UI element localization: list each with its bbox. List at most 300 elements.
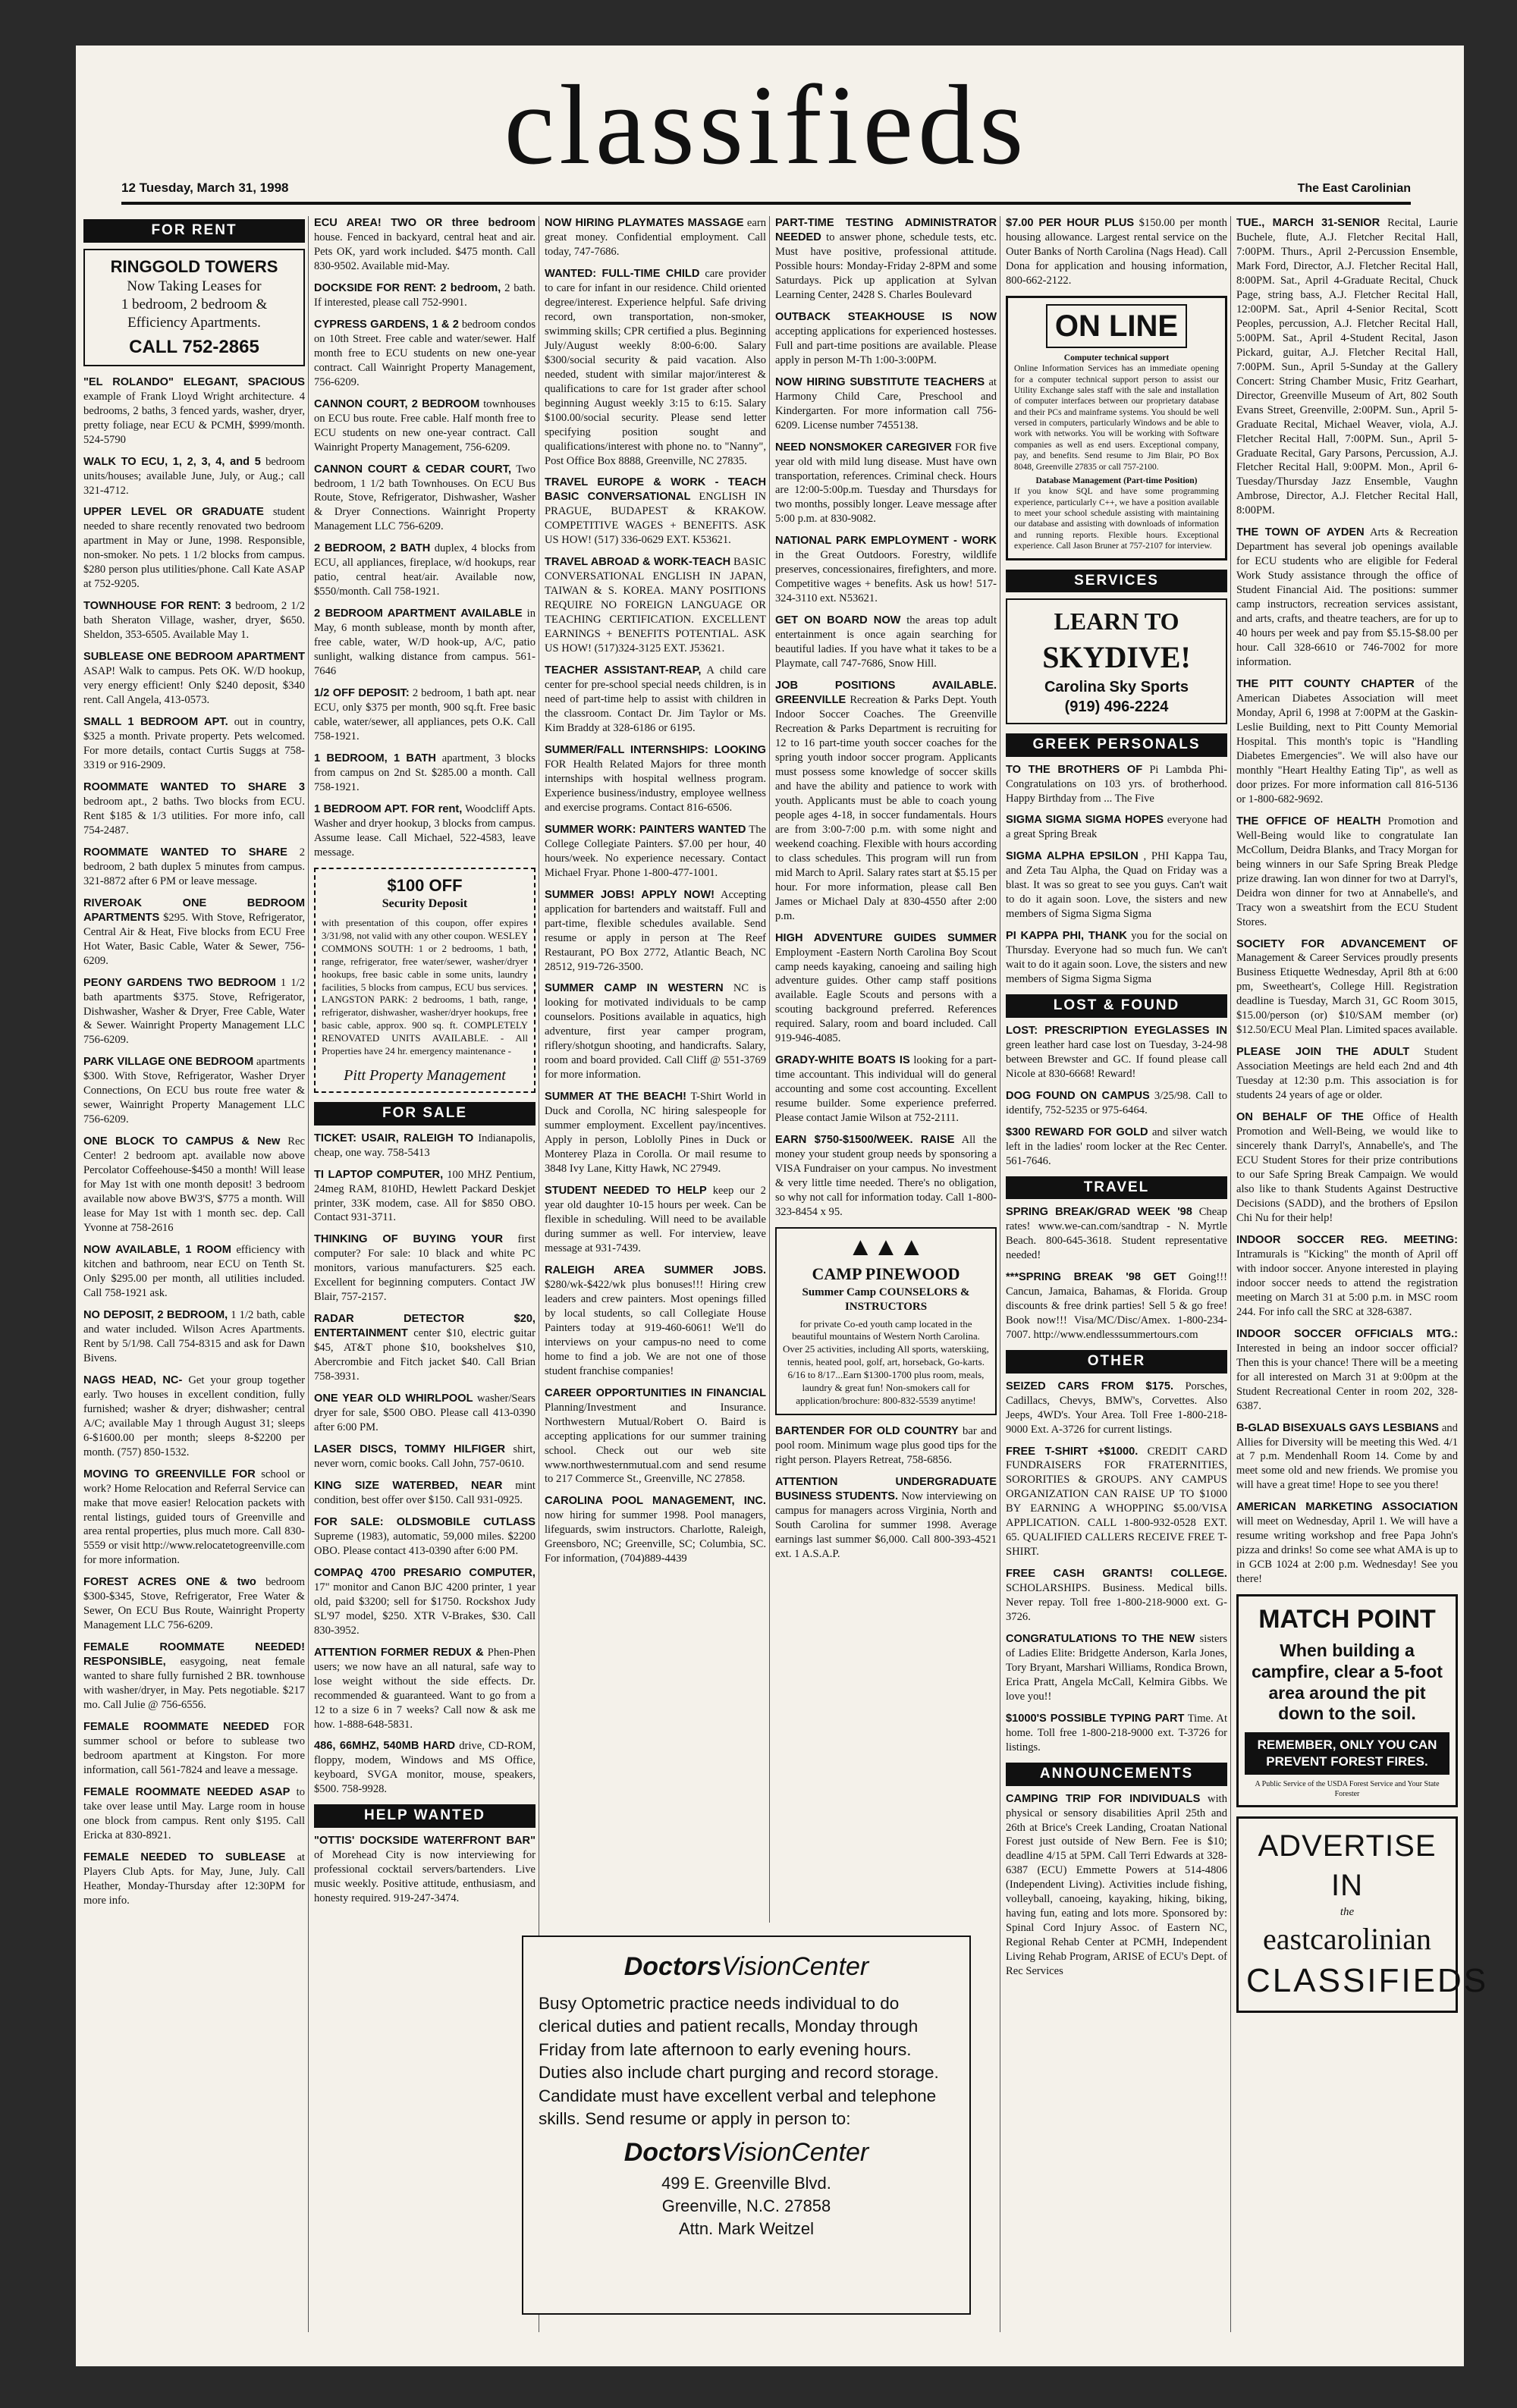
classified-ad xyxy=(545,664,766,736)
ad-lead: FREE T-SHIRT +$1000. xyxy=(1006,1445,1139,1458)
online-sub2: Database Management (Part-time Position) xyxy=(1035,476,1198,485)
advertise-line3: eastcarolinian xyxy=(1262,1922,1432,1957)
ad-text: Rec Center! 2 bedroom apt. available now above Percolator Coffeehouse-$450 a month! Will lease for May 1st with one month deposit! 3 bedroom available now above BW3'S, $775 a month. Will lease for May 1st with 1 month sec. dep. Call Yvonne at 758-2616 xyxy=(83,1135,305,1235)
classified-ad xyxy=(83,1243,305,1301)
classified-ad xyxy=(1236,937,1458,1038)
ad-lead: SUBLEASE ONE BEDROOM APARTMENT xyxy=(83,651,305,664)
ad-text: $150.00 per month housing allowance. Largest rental service on the Outer Banks of North Carolina (Nags Head). Call Dona for application and housing information, 800-662-2122. xyxy=(1006,217,1227,287)
for-rent-list-cont xyxy=(314,216,536,860)
ad-text: keep our 2 year old daughter 10-15 hours per week. Can be flexible in scheduling. Will need to be available during summer as well. For interview, leave message at 931-7439. xyxy=(545,1185,766,1254)
ad-lead: STUDENT NEEDED TO HELP xyxy=(545,1185,707,1198)
ad-text: bedroom, 2 1/2 bath Sheraton Village, washer, dryer, $650. Sheldon, 353-6505. Available May 1. xyxy=(83,600,305,642)
ad-text: 1 1/2 bath apartments $375. Stove, Refrigerator, Dishwasher, Washer & Dryer, Free Cable, Water & Sewer. Wainright Property Management LLC 756-6209. xyxy=(83,976,305,1047)
ad-text: Management & Career Services proudly presents Business Etiquette Wednesday, April 8th at 6:00 pm, Sweetheart's, College Hill. Registration deadline is Tuesday, March 31, GC Room 3015, $15.00/person (or) $10/SAM member (or) $12.50/ECU Meal Plan. Limited spaces available. xyxy=(1236,952,1458,1037)
online-body: Online Information Services has an immediate opening for a computer technical support person to assist our Utility Exchange sales staff with the sale and installation of computer interfaces between our proprietary database and their PCs and mainframe systems. You should be well versed in computers, particularly Windows and be able to work with networks. You will be working with Software companies as well as end users. Exceptional company, pay, and benefits. Send resume to Jim Blair, PO Box 8048, Greenville 27835 or call 757-2100. xyxy=(1014,364,1219,472)
ad-text: Accepting application for bartenders and waitstaff. Full and part-time, flexible schedules available. Send resume or apply in person at The Reef Restaurant, PO Box 2772, Atlantic Beach, NC 28512, 919-726-3500. xyxy=(545,888,766,973)
ad-text: Promotion and Well-Being would like to congratulate Ian McCollum, Deidra Blanks, and Tracy Morgan for being winners in our Safe Spring Break Pledge prize drawing. Ian won dinner for two at Darryl's, Deidra won dinner for two at Annabelle's, and Tracy won a sweatshirt from the ECU Student Stores. xyxy=(1236,815,1458,928)
ad-lead: WALK TO ECU, 1, 2, 3, 4, and 5 xyxy=(83,455,261,468)
classified-ad xyxy=(545,823,766,881)
ad-text: Employment -Eastern North Carolina Boy Scout camp needs kayaking, canoeing and sailing high adventure guides. Other camp staff positions available. Eagle Scouts and persons with a scouting background preferred. References required. Salary, room and board included. Call 919-946-4085. xyxy=(775,946,997,1045)
column-divider xyxy=(1230,216,1231,2332)
ad-text: mint condition, best offer over $150. Call 931-0925. xyxy=(314,1479,536,1506)
classified-ad xyxy=(83,650,305,708)
ad-text: apartment, 3 blocks from campus on 2nd St. $285.00 a month. Call 758-1921. xyxy=(314,752,536,793)
ad-text: ASAP! Walk to campus. Pets OK. W/D hookup, very energy efficient! Only $240 deposit, $340 rent. Call Angela, 413-0573. xyxy=(83,665,305,707)
ad-text: first computer? For sale: 10 black and white PC monitors, various manufacturers. $25 each. Excellent for beginning computers. Contact JW Blair, 757-2157. xyxy=(314,1233,536,1304)
ad-lead: NAGS HEAD, NC- xyxy=(83,1374,183,1386)
skydive-line2: SKYDIVE! xyxy=(1042,639,1191,674)
camp-body: for private Co-ed youth camp located in the beautiful mountains of Western North Carolina. Over 25 activities, including All sports, waterskiing, tennis, heated pool, golf, art, horseback, Go-karts. 6/16 to 8/17...Earn $1300-1700 plus room, meals, laundry & great fun! Non-smokers call for application/brochure: 800-832-5539 anytime! xyxy=(783,1317,989,1406)
ad-lead: 2 BEDROOM APARTMENT AVAILABLE xyxy=(314,607,523,620)
match-credit: A Public Service of the USDA Forest Service and Your State Forester xyxy=(1255,1779,1440,1798)
classified-ad xyxy=(83,976,305,1048)
ad-text: now hiring for summer 1998. Pool managers, lifeguards, swim instructors. Charlotte, Raleigh, Greensboro, NC; Greenville, SC; Columbia, SC. For information, (704)889-4439 xyxy=(545,1509,766,1565)
classified-ad xyxy=(1006,1089,1227,1118)
ad-text: Recital, Laurie Buchele, flute, A.J. Fletcher Recital Hall, 7:00PM. Thurs., April 2-Percussion Ensemble, Mark Ford, Director, A.J. Fletcher Recital Hall, 8:00PM. Sat., April 4-Graduate Recital, Chuck Page, string bass, A.J. Fletcher Recital Hall, 12:00PM. Sat., April 4-Senior Recital, Scott Peoples, percussion, A.J. Fletcher Recital Hall, 5:00PM. Sat., April 4-Student Recital, Jason Pickard, guitar, A.J. Fletcher Recital Hall, 7:00PM. Sun., April 5-Sunday at the Gallery Concert: String Chamber Music, Fritz Gearhart, Director, Greenville Museum of Art, 802 South Evans Street, Greenville, 2:00PM. Sun., April 5-Graduate Recital, Michael Weaver, viola, A.J. Fletcher Recital Hall, 7:00PM. Sun., April 5-Graduate Recital, Gary Parsons, Percussion, A.J. Fletcher Recital Hall, 9:00PM. Mon., April 6-Tuesday/Thursday Jazz Ensemble, Vaughn Ambrose, Director, A.J. Fletcher Recital Hall, 8:00PM. xyxy=(1236,217,1459,517)
ad-text: T-Shirt World in Duck and Corolla, NC hiring salespeople for summer employment. Excellent pay/incentives. Apply in person, Loblolly Pines in Duck or Monterey Plaza in Corolla. Or mail resume to 3848 Ivy Lane, Kitty Hawk, NC 27949. xyxy=(545,1091,766,1176)
ad-lead: AMERICAN MARKETING ASSOCIATION xyxy=(1236,1501,1458,1514)
ad-lead: SIGMA SIGMA SIGMA HOPES xyxy=(1006,814,1164,827)
classified-ad xyxy=(83,455,305,498)
ad-lead: FEMALE ROOMMATE NEEDED ASAP xyxy=(83,1785,291,1798)
ad-text: will meet on Wednesday, April 1. We will have a resume writing workshop and free Papa John's pizza and drinks! So come see what AMA is up to in GCB 1024 at 2:00 p.m. Wednesday! See you there! xyxy=(1236,1515,1458,1586)
ad-lead: SPRING BREAK/GRAD WEEK '98 xyxy=(1006,1206,1192,1219)
ad-lead: "EL ROLANDO" ELEGANT, SPACIOUS xyxy=(83,375,305,388)
ad-lead: CONGRATULATIONS TO THE NEW xyxy=(1006,1633,1195,1646)
ad-text: and silver watch left in the ladies' room locker at the Rec Center. 561-7646. xyxy=(1006,1126,1227,1167)
help-wanted-list xyxy=(314,1834,536,1906)
classified-ad xyxy=(775,441,997,527)
classified-ad xyxy=(314,397,536,455)
ad-text: at Harmony Child Care, Preschool and Kindergarten. For more information call 756-6209. License number 7455138. xyxy=(775,375,997,432)
ad-lead: SUMMER JOBS! APPLY NOW! xyxy=(545,888,715,901)
ad-text: 100 MHZ Pentium, 24meg RAM, 810HD, Hewlett Packard Deskjet printer, 33K modem, case. All for $850 OBO. Contact 931-3711. xyxy=(314,1168,536,1224)
ad-text: $280/wk-$422/wk plus bonuses!!! Hiring crew leaders and crew painters. Most openings filled by local students, so call Collegiate House Painters today at 919-460-6061! We'll do interviews on your campus-no need to come home to find a job. We are not one of those student franchise companies! xyxy=(545,1278,766,1377)
ad-text: Two bedroom, 1 1/2 bath Townhouses. On ECU Bus Route, Stove, Refrigerator, Dishwasher, Washer & Dryer Connections. Wainright Property Management LLC 756-6209. xyxy=(314,463,536,533)
ad-text: sisters of Ladies Elite: Bridgette Anderson, Karla Jones, Tory Bryant, Marshari Williams, Rondica Brown, Erica Pratt, Angela McCall, Kelmira Gibbs. We love you!! xyxy=(1006,1633,1227,1703)
column-divider xyxy=(308,216,309,2332)
classified-ad xyxy=(314,281,536,310)
classified-ad xyxy=(1236,1233,1458,1320)
camp-pinewood-ad xyxy=(775,1227,997,1415)
ad-text: NC is looking for motivated individuals to be camp counselors. Positions available in aquatics, high adventure, first year camper program, riflery/shotgun shooting, and handicrafts. Salary, room and board provided. Call Cliff @ 551-3769 for more information. xyxy=(545,982,767,1082)
for-rent-list xyxy=(83,375,305,1908)
ad-text: school or work? Home Relocation and Referral Service can make that move easier! Relocation packets with rental listings, guided tours of Greenville and area rental properties, plus much more. Call 830-5559 or visit http://www.relocatetogreenville.com for more information. xyxy=(83,1468,305,1567)
ad-lead: GRADY-WHITE BOATS IS xyxy=(775,1054,910,1067)
paper-name: The East Carolinian xyxy=(1297,182,1411,195)
classified-ad xyxy=(314,216,536,274)
ad-lead: ***SPRING BREAK '98 GET xyxy=(1006,1271,1176,1284)
ad-lead: TOWNHOUSE FOR RENT: 3 xyxy=(83,600,231,613)
ad-lead: ROOMMATE WANTED TO SHARE 3 xyxy=(83,780,305,793)
ad-text: example of Frank Lloyd Wright architecture. 4 bedrooms, 2 baths, 3 fenced yards, washer, dryer, pretty foliage, near ECU & PCMH, $999/month. 524-5790 xyxy=(83,390,305,446)
ad-text: Get your group together early. Two houses in excellent condition, fully furnished; washer & dryer; dishwasher; central A/C; available May 1 through August 31; sleeps 6-$1600.00 per month; sleeps 8-$2200 per month. (757) 850-1532. xyxy=(83,1374,305,1458)
match-point-ad xyxy=(1236,1594,1458,1807)
ad-text: FOR five year old with mild lung disease. Must have own transportation, references. Criminal check. Hours are 12:00-5:00p.m. Tuesday and Thursdays for two months, possibly longer. Leave message after 5:00 p.m. at 830-9082. xyxy=(775,441,997,526)
ad-text: Indianapolis, cheap, one way. 758-5413 xyxy=(314,1132,536,1159)
classified-ad xyxy=(1236,1045,1458,1103)
ad-text: , PHI Kappa Tau, and Zeta Tau Alpha, the Quad on Friday was a blast. It was so great to see you guys. Can't wait to do it again soon. Love, the sisters and new members of Sigma Sigma Sigma xyxy=(1006,850,1227,921)
ad-lead: SMALL 1 BEDROOM APT. xyxy=(83,716,228,729)
classified-ad xyxy=(775,1475,997,1562)
ad-lead: GET ON BOARD NOW xyxy=(775,614,901,627)
ad-text: Office of Health Promotion and Well-Being, we would like to sincerely thank Darryl's, Annabelle's, and The ECU Student Stores for their prize contributions to our Safe Spring Break Campaign. We would also like to thank Students Against Destructive Decisions (SADD), and the brothers of Epsilon Chi Nu for their help! xyxy=(1236,1111,1458,1224)
classified-ad xyxy=(775,375,997,433)
classified-ad xyxy=(314,1566,536,1638)
logo-rest: VisionCenter xyxy=(721,1952,869,1981)
ad-phone: CALL 752-2865 xyxy=(129,336,259,357)
classified-ad xyxy=(1006,1567,1227,1625)
classified-ad xyxy=(775,679,997,923)
online-title: ON LINE xyxy=(1046,304,1187,348)
section-header-other: OTHER xyxy=(1006,1350,1227,1374)
for-sale-list xyxy=(314,1132,536,1797)
ad-lead: "OTTIS' DOCKSIDE WATERFRONT BAR" xyxy=(314,1835,536,1848)
classified-ad xyxy=(1236,1327,1458,1414)
coupon-offer: $100 OFF xyxy=(387,875,463,895)
ad-lead: 2 BEDROOM, 2 BATH xyxy=(314,542,431,555)
ad-text: bedroom units/houses; available June, July, or Aug.; call 321-4712. xyxy=(83,455,306,497)
classified-ad xyxy=(83,715,305,773)
classified-ad xyxy=(1006,1380,1227,1437)
ad-text: earn great money. Confidential employment. Call today, 747-7686. xyxy=(545,217,766,258)
ad-lead: SUMMER CAMP IN WESTERN xyxy=(545,982,724,995)
ad-lead: LASER DISCS, TOMMY HILFIGER xyxy=(314,1443,506,1456)
classified-ad xyxy=(1006,929,1227,987)
classified-ad xyxy=(545,1494,766,1566)
column-6 xyxy=(1236,216,1489,2332)
ad-lead: OUTBACK STEAKHOUSE IS NOW xyxy=(775,310,997,323)
ad-lead: CAROLINA POOL MANAGEMENT, INC. xyxy=(545,1495,766,1508)
masthead-rule xyxy=(121,202,1411,205)
ad-lead: $7.00 PER HOUR PLUS xyxy=(1006,217,1135,229)
advertise-line4: CLASSIFIEDS xyxy=(1246,1962,1489,2000)
section-header-services: SERVICES xyxy=(1006,570,1227,593)
classified-ad xyxy=(314,1479,536,1508)
advertise-line1: ADVERTISE IN xyxy=(1258,1829,1437,1902)
coupon-body: with presentation of this coupon, offer expires 3/31/98, not valid with any other coupon. WESLEY COMMONS SOUTH: 1 or 2 bedrooms, 1 bath, range, refrigerator, free water/sewer, washer/dryer hookups, free basic cable in some units, laundry facilities, 5 blocks from campus, ECU bus services. LANGSTON PARK: 2 bedrooms, 1 bath, range, refrigerator, dishwasher, washer/dryer hookups, free basic cable, approx. 900 sq. ft. COMPLETELY RENOVATED UNITS AVAILABLE. - All Properties have 24 hr. emergency maintenance - xyxy=(322,917,528,1057)
column-5 xyxy=(1006,216,1227,2332)
classified-ad xyxy=(314,1232,536,1304)
ad-text: 2 bath. If interested, please call 752-9901. xyxy=(314,281,536,309)
ad-lead: EARN $750-$1500/WEEK. RAISE xyxy=(775,1134,955,1147)
ad-lead: CANNON COURT & CEDAR COURT, xyxy=(314,463,512,476)
ad-lead: THE PITT COUNTY CHAPTER xyxy=(1236,678,1415,691)
classified-ad xyxy=(545,1090,766,1176)
ad-text: CREDIT CARD FUNDRAISERS FOR FRATERNITIES, SORORITIES & GROUPS. ANY CAMPUS ORGANIZATION CAN RAISE UP TO $1000 BY EARNING A WHOPPING $5.00/VISA APPLICATION. CALL 1-800-932-0528 EXT. 65. QUALIFIED CALLERS RECEIVE FREE T-SHIRT. xyxy=(1006,1445,1227,1559)
classified-ad xyxy=(83,1785,305,1843)
ad-text: Now interviewing on campus for managers across Virginia, North and South Carolina for summer 1998. Average earnings last summer $6,000. Call 800-393-4521 ext. 1 A.S.A.P. xyxy=(775,1490,997,1560)
ad-text: shirt, never worn, comic books. Call John, 757-0610. xyxy=(314,1443,536,1470)
ad-text: bedroom apt., 2 baths. Two blocks from ECU. Rent $185 & 1/3 utilities. For more info, call 754-2487. xyxy=(83,795,305,837)
match-title: MATCH POINT xyxy=(1258,1605,1436,1634)
classified-ad xyxy=(545,1264,766,1379)
address-line: Greenville, N.C. 27858 xyxy=(661,2196,831,2215)
ad-text: 2 bedroom, 1 bath apt. near ECU, only $375 per month, 900 sq.ft. Free basic cable, water/sewer, all appliances, pets O.K. Call 758-1921. xyxy=(314,687,536,742)
ad-lead: SIGMA ALPHA EPSILON xyxy=(1006,850,1139,863)
online-body2: If you know SQL and have some programming experience, particularly C++, we have a position available to meet your school schedule assisting with maintaining our database and assisting with downloads of information and running reports. Flexible hours. Exceptional experience. Call Jason Bruner at 757-2107 for interview. xyxy=(1014,487,1219,551)
ad-text: accepting applications for experienced hostesses. Full and part-time positions are available. Please apply in person M-Th 1:00-3:00PM. xyxy=(775,325,997,366)
ad-lead: MOVING TO GREENVILLE FOR xyxy=(83,1468,256,1480)
ad-lead: CAREER OPPORTUNITIES IN FINANCIAL xyxy=(545,1386,766,1399)
classified-ad xyxy=(1006,216,1227,288)
column-2 xyxy=(314,216,536,2332)
classified-ad xyxy=(314,318,536,390)
section-header-lost-found: LOST & FOUND xyxy=(1006,994,1227,1018)
ad-text: bedroom $300-$345, Stove, Refrigerator, Free Water & Sewer, On ECU Bus Route, Wainright Property Management LLC 756-6209. xyxy=(83,1576,305,1632)
ad-lead: TO THE BROTHERS OF xyxy=(1006,763,1143,776)
ad-lead: LOST: PRESCRIPTION EYEGLASSES IN xyxy=(1006,1024,1227,1037)
ad-text: Supreme (1983), automatic, 59,000 miles. $2200 OBO. Please contact 413-0390 after 6:00 PM. xyxy=(314,1530,536,1557)
classified-ad xyxy=(775,1053,997,1126)
classified-ad xyxy=(314,542,536,599)
ad-lead: JOB POSITIONS AVAILABLE. GREENVILLE xyxy=(775,680,997,707)
classified-ad xyxy=(314,1739,536,1797)
classified-ad xyxy=(1236,216,1458,518)
ad-lead: NOW AVAILABLE, 1 ROOM xyxy=(83,1244,231,1257)
classified-ad xyxy=(545,267,766,469)
classified-ad xyxy=(545,1184,766,1256)
classified-ad xyxy=(83,1575,305,1633)
section-header-greek: GREEK PERSONALS xyxy=(1006,733,1227,757)
ad-text: Arts & Recreation Department has several job openings available for ECU students who are eligible for Federal Work Study assistance through the office of Student Financial Aid. The positions: summer camp instructors, recreation services assistant, and arts, crafts, and theatre teachers, are for up to 40 hours per week and pay from $5.15-$8.00 per hour. Call 328-6610 or 746-7002 for more information. xyxy=(1236,526,1459,669)
ad-text: SCHOLARSHIPS. Business. Medical bills. Never repay. Toll free 1-800-218-9000 ext. G-3726. xyxy=(1006,1582,1227,1624)
ad-text: bar and pool room. Minimum wage plus good tips for the right person. Players Retreat, 758-6856. xyxy=(775,1424,997,1466)
ad-lead: PART-TIME TESTING ADMINISTRATOR NEEDED xyxy=(775,217,997,243)
ad-lead: PI KAPPA PHI, THANK xyxy=(1006,930,1127,943)
ad-text: washer/Sears dryer for sale, $500 OBO. Please call 413-0390 after 6:00 PM. xyxy=(314,1392,536,1434)
ad-lead: THE TOWN OF AYDEN xyxy=(1236,526,1365,539)
ad-text: in May, 6 month sublease, month by month after, free cable, water, W/D hook-up, A/C, patio sunlight, walking distance from campus. 561-7646 xyxy=(314,607,536,678)
ad-text: of Morehead City is now interviewing for professional cocktail servers/bartenders. Live music weekly. Positive attitude, enthusiasm, and honesty required. 919-247-3474. xyxy=(314,1849,536,1904)
ad-line: 1 bedroom, 2 bedroom & xyxy=(121,297,268,313)
ad-text: drive, CD-ROM, floppy, modem, Windows and MS Office, keyboard, SVGA monitor, mouse, speakers, $500. 758-9928. xyxy=(314,1740,536,1796)
advertise-line2: the xyxy=(1340,1905,1355,1918)
ad-lead: NO DEPOSIT, 2 BEDROOM, xyxy=(83,1308,228,1321)
ad-lead: HIGH ADVENTURE GUIDES SUMMER xyxy=(775,931,997,944)
ad-text: 2 bedroom, 2 bath duplex 5 minutes from campus. 321-8872 after 6 PM or leave message. xyxy=(83,846,305,887)
ad-lead: NEED NONSMOKER CAREGIVER xyxy=(775,441,952,454)
match-body: When building a campfire, clear a 5-foot area around the pit down to the soil. xyxy=(1252,1640,1443,1724)
ad-text: in the Great Outdoors. Forestry, wildlife preserves, concessionaires, firefighters, and more. Competitive wages + benefits. Ask us how! 517-324-3110 ext. N53621. xyxy=(775,549,997,605)
ad-lead: FEMALE NEEDED TO SUBLEASE xyxy=(83,1851,286,1863)
ad-lead: ATTENTION UNDERGRADUATE BUSINESS STUDENTS. xyxy=(775,1475,997,1502)
classified-ad xyxy=(314,1646,536,1732)
classified-ad xyxy=(775,216,997,303)
section-header-travel: TRAVEL xyxy=(1006,1176,1227,1200)
section-header-for-sale: FOR SALE xyxy=(314,1102,536,1126)
classified-ad xyxy=(1006,1024,1227,1082)
ad-text: 3/25/98. Call to identify, 752-5235 or 975-6464. xyxy=(1006,1089,1228,1116)
ad-text: out in country, $325 a month. Private property. Pets welcomed. For more details, contact Curtis Suggs at 758-3319 or 916-2909. xyxy=(83,716,305,771)
logo-bold: Doctors xyxy=(623,2138,722,2168)
classified-ad xyxy=(83,375,305,447)
ad-lead: BARTENDER FOR OLD COUNTRY xyxy=(775,1424,959,1437)
advertise-classifieds-ad xyxy=(1236,1816,1489,2013)
other-list xyxy=(1006,1380,1227,1755)
classified-ad xyxy=(1006,849,1227,921)
ad-lead: ROOMMATE WANTED TO SHARE xyxy=(83,846,287,859)
ad-text: Intramurals is "Kicking" the month of April off with indoor soccer. Anyone interested in playing indoor soccer needs to attend the registration meeting on March 31 at 5:00 p.m. in MSC room 244. For info call the SRC at 328-6387. xyxy=(1236,1248,1458,1318)
ad-text: the areas top adult entertainment is once again searching for beautiful ladies. If you have what it takes to be a Playmate, call 747-7686, Snow Hill. xyxy=(775,614,997,670)
ad-text: apartments $300. With Stove, Refrigerator, Washer Dryer Connections, On ECU bus route free water & sewer, Wainright Property Management LLC 756-6209. xyxy=(83,1056,305,1126)
classified-ad xyxy=(545,1386,766,1487)
ad-text: student needed to share recently renovated two bedroom apartment in May or June, 1998. Responsible, non-smoker. No pets. 1 1/2 blocks from campus. $280 person plus utilities/phone. Call Kate ASAP at 752-9205. xyxy=(83,506,305,591)
travel-list xyxy=(1006,1205,1227,1342)
ad-text: Planning/Investment and Insurance. Northwestern Mutual/Robert O. Baird is accepting applications for our summer training school. Check out our web site www.northwesternmutual.com and send resume to 217 Commerce St., Greenville, NC 27858. xyxy=(545,1401,766,1486)
ad-text: Recreation & Parks Dept. Youth Indoor Soccer Coaches. The Greenville Recreation & Parks Department is recruiting for 12 to 16 part-time youth soccer coaches for the spring youth indoor soccer program. Applicants must possess some knowledge of soccer skills and have the ability and patience to work with youth. Applicants must be able to coach young people ages 4-18, in soccer fundamentals. Hours are from 3:00-7:00 p.m. with some night and weekend coaching. Flexible with hours according to class schedules. This program will run from mid March to April. Salary rates start at $5.15 per hour. For more information, please call Ben James or Michael Daly at 830-4550 after 2:00 p.m. xyxy=(775,694,997,922)
ad-lead: $1000'S POSSIBLE TYPING PART xyxy=(1006,1712,1185,1725)
masthead xyxy=(121,46,1411,205)
classified-ad xyxy=(1006,1445,1227,1560)
classified-ad xyxy=(314,607,536,679)
column-3 xyxy=(545,216,766,1923)
ad-lead: FEMALE ROOMMATE NEEDED! RESPONSIBLE, xyxy=(83,1641,305,1669)
doctors-address xyxy=(539,2172,954,2240)
doctors-vision-center-ad xyxy=(522,1936,971,2315)
ad-lead: UPPER LEVEL OR GRADUATE xyxy=(83,506,264,519)
ad-text: and Allies for Diversity will be meeting this Wed. 4/1 at 7 p.m. Mendenhall Room 14. Come by and meet some old and new friends. We promise you will have a great time! Hope to see you there! xyxy=(1236,1421,1458,1492)
help-wanted-list-cont xyxy=(775,216,997,1220)
section-title: classifieds xyxy=(504,62,1029,188)
ad-lead: FOREST ACRES ONE & two xyxy=(83,1576,256,1589)
skydive-company: Carolina Sky Sports xyxy=(1044,678,1189,695)
ad-text: ENGLISH IN PRAGUE, BUDAPEST & KRAKOW. COMPETITIVE WAGES + BENEFITS. ASK US HOW! (517) 336-0629 EXT. K53621. xyxy=(545,491,766,547)
ad-lead: THINKING OF BUYING YOUR xyxy=(314,1233,504,1246)
classified-ad xyxy=(314,752,536,795)
ad-text: All the money your student group needs by sponsoring a VISA Fundraiser on your campus. No investment & very little time needed. There's no obligation, so why not call for information today. Call 1-800-323-8454 x 95. xyxy=(775,1134,997,1218)
ad-lead: ECU AREA! TWO OR three bedroom xyxy=(314,217,536,229)
ad-lead: PARK VILLAGE ONE BEDROOM xyxy=(83,1056,254,1069)
ad-text: Porsches, Cadillacs, Chevys, BMW's, Corvettes. Also Jeeps, 4WD's. Your Area. Toll Free 1-800-218-9000 Ext. A-3726 for current listings. xyxy=(1006,1380,1227,1436)
classified-ad xyxy=(1006,1632,1227,1704)
address-line: Attn. Mark Weitzel xyxy=(678,2218,815,2238)
doctors-body: Busy Optometric practice needs individual to do clerical duties and patient recalls, Monday through Friday from late afternoon to early evening hours. Duties also include chart purging and record storage. Candidate must have excellent verbal and telephone skills. Send resume or apply in person to: xyxy=(539,1994,939,2128)
ad-text: 17" monitor and Canon BJC 4200 printer, 1 year old, paid $3200; sell for $1750. Rockshox Judy SL'97 model, $250. XTR V-Brakes, $30. Call 830-3952. xyxy=(314,1581,536,1637)
ad-lead: RIVEROAK ONE BEDROOM APARTMENTS xyxy=(83,896,305,924)
ad-lead: RALEIGH AREA SUMMER JOBS. xyxy=(545,1264,766,1276)
ad-text: green leather hard case lost on Tuesday, 3-24-98 between Brewster and GC. If found please call Nicole at 830-6668! Reward! xyxy=(1006,1038,1227,1080)
classified-ad xyxy=(83,599,305,642)
security-deposit-coupon xyxy=(314,868,536,1093)
ad-text: Going!!! Cancun, Jamaica, Bahamas, & Florida. Group discounts & free drink parties! Sell 5 & go free! Book now!!! Visa/MC/Disc/Amex. 1-800-234-7007. http://www.endlesssummertours.com xyxy=(1006,1271,1227,1341)
classified-ad xyxy=(1236,1421,1458,1493)
classified-ad xyxy=(83,896,305,969)
ad-lead: THE OFFICE OF HEALTH xyxy=(1236,815,1381,827)
ad-lead: PEONY GARDENS TWO BEDROOM xyxy=(83,976,276,989)
ad-text: Time. At home. Toll free 1-800-218-9000 ext. T-3726 for listings. xyxy=(1006,1712,1228,1753)
column-4 xyxy=(775,216,997,1923)
logo-rest: VisionCenter xyxy=(721,2138,869,2168)
ad-line: Now Taking Leases for xyxy=(127,278,262,295)
classified-ad xyxy=(314,1443,536,1471)
classified-ad xyxy=(83,1374,305,1460)
ad-text: everyone had a great Spring Break xyxy=(1006,814,1227,841)
classified-ad xyxy=(83,1135,305,1235)
classified-ad xyxy=(1236,526,1458,670)
classified-ad xyxy=(545,981,766,1082)
camp-name: CAMP PINEWOOD xyxy=(812,1264,960,1283)
doctors-logo-2 xyxy=(539,2138,954,2168)
ad-lead: 1 BEDROOM, 1 BATH xyxy=(314,752,436,764)
ad-text: Interested in being an indoor soccer official? Then this is your chance! There will be a meeting for all interested on March 31 at 9:00pm at the Student Recreational Center in room 202, 328-6387. xyxy=(1236,1342,1458,1412)
classified-ad xyxy=(314,1515,536,1559)
classified-ad xyxy=(83,505,305,592)
ad-text: care provider to care for infant in our residence. Child oriented degree/interest. Experience helpful. Safe driving record, own transportation, non-smoker, swimming skills; CPR certified a plus. Beginning July/August weekly 8:00-6:00. Salary $300/social security & paid vacation. Also needed, student with similar major/interest & qualifications to care for 1st grader after school beginning August weekly 3:15 to 6:15. Salary $100.00/social security. Please send letter specifying position sought and qualifications/interest with phone no. to "Nanny", Post Office Box 8888, Greenville, NC 27835. xyxy=(545,267,766,467)
classified-ad xyxy=(545,743,766,815)
ad-lead: 1/2 OFF DEPOSIT: xyxy=(314,687,410,700)
match-remember: REMEMBER, ONLY YOU CAN PREVENT FOREST FIRES. xyxy=(1245,1732,1449,1775)
ad-text: center $10, electric guitar $45, AT&T phone $10, bookshelves $10, Abercrombie and Fitch jacket $40. Call Brian 758-3931. xyxy=(314,1327,536,1383)
ad-headline: RINGGOLD TOWERS xyxy=(110,256,278,276)
coupon-sub: Security Deposit xyxy=(382,897,468,911)
ad-text: FOR summer school or before to sublease two bedroom apartment at Kingston. For more information, call 561-7824 and leave a message. xyxy=(83,1721,305,1776)
classified-ad xyxy=(314,1132,536,1160)
ad-text: A child care center for pre-school special needs children, is in need of part-time help to assist with children in the classroom. Contact Dr. Jim Taylor or Ms. Kim Braddy at 328-6186 or 6195. xyxy=(545,664,766,734)
ad-text: of the American Diabetes Association will meet Monday, April 6, 1998 at 7:00PM at the Gaskin-Leslie Building, next to Pitt County Memorial Hospital. This month's topic is "Handling Diabetes Emergencies". We will also have our monthly "Heart Healthy Eating Tip", as well as door prizes. For more information call 816-5136 or 1-800-682-9692. xyxy=(1236,678,1458,805)
classified-ad xyxy=(83,1055,305,1127)
classified-ad xyxy=(314,686,536,744)
address-line: 499 E. Greenville Blvd. xyxy=(661,2174,831,2193)
classified-ad xyxy=(83,1468,305,1568)
ad-text: looking for a part-time accountant. This individual will do general accounting and some cost accounting. Excellent resume builder. Some experience preferred. Please contact Jamie Wilson at 752-2111. xyxy=(775,1054,997,1125)
ad-text: easygoing, neat female wanted to share fully furnished 2 BR. townhouse with washer/dryer, in May. Pets negotiable. $217 mo. Call Julie @ 756-6556. xyxy=(83,1656,306,1712)
classified-ad xyxy=(1006,1792,1227,1979)
ad-lead: CAMPING TRIP FOR INDIVIDUALS xyxy=(1006,1792,1201,1805)
ad-lead: ONE BLOCK TO CAMPUS & New xyxy=(83,1135,281,1148)
ad-lead: FEMALE ROOMMATE NEEDED xyxy=(83,1721,269,1734)
greek-list xyxy=(1006,763,1227,987)
column-divider xyxy=(769,216,770,1923)
ad-text: house. Fenced in backyard, central heat and air. Pets OK, yard work included. $475 month. Call 830-9502. Available mid-May. xyxy=(314,231,536,272)
ad-text: Phen-Phen users; we now have an all natural, safe way to lose weight without the side effects. Dr. recommended & guaranteed. Want to go from a 12 to a size 6 in 7 weeks? Call now & ask me how. 1-888-648-5831. xyxy=(314,1646,536,1731)
classified-ad xyxy=(314,1392,536,1435)
classified-ad xyxy=(83,846,305,889)
help-wanted-list-cont2 xyxy=(775,1424,997,1562)
ad-text: Pi Lambda Phi- Congratulations on 103 yrs. of brotherhood. Happy Birthday from ... The Five xyxy=(1006,763,1227,805)
doctors-logo xyxy=(539,1952,954,1982)
ad-text: bedroom condos on 10th Street. Free cable and water/sewer. Half month free to ECU students on new one-year contract. Call Wainright Property Management, 756-6209. xyxy=(314,318,536,388)
ad-text: to answer phone, schedule tests, etc. Must have positive, professional attitude. Possible hours: Monday-Friday 2-8PM and some Saturdays. Pick up application at Sylvan Learning Center, 2428 S. Charles Boulevard xyxy=(775,231,997,301)
ad-lead: NOW HIRING SUBSTITUTE TEACHERS xyxy=(775,375,985,388)
ad-text: Woodcliff Apts. Washer and dryer hookup, 3 blocks from campus. Assume lease. Call Michael, 522-4583, leave message. xyxy=(314,802,536,859)
ad-lead: RADAR DETECTOR $20, ENTERTAINMENT xyxy=(314,1313,536,1340)
ad-text: you for the social on Thursday. Everyone had so much fun. We can't wait to do it again soon. Love, the sisters and new members of Sigma Sigma Sigma xyxy=(1006,930,1227,986)
classified-ad xyxy=(83,780,305,838)
classified-ad xyxy=(1006,763,1227,806)
section-header-announcements: ANNOUNCEMENTS xyxy=(1006,1763,1227,1786)
classified-ad xyxy=(1006,1270,1227,1342)
ad-lead: PLEASE JOIN THE ADULT xyxy=(1236,1046,1410,1059)
ad-lead: INDOOR SOCCER OFFICIALS MTG.: xyxy=(1236,1327,1458,1340)
ad-lead: B-GLAD BISEXUALS GAYS LESBIANS xyxy=(1236,1421,1439,1434)
classified-ad xyxy=(775,1424,997,1468)
ad-lead: 486, 66MHZ, 540MB HARD xyxy=(314,1740,456,1753)
classified-ad xyxy=(1236,815,1458,930)
classified-ad xyxy=(1006,1126,1227,1169)
ad-text: to take over lease until May. Large room in house one block from campus. Rent only $195. Call Ericka at 830-8921. xyxy=(83,1785,305,1841)
classified-ad xyxy=(314,1168,536,1226)
ad-lead: TICKET: USAIR, RALEIGH TO xyxy=(314,1132,474,1144)
skydive-ad xyxy=(1006,598,1227,724)
ringgold-towers-ad xyxy=(83,249,305,366)
lost-found-list xyxy=(1006,1024,1227,1169)
classified-ad xyxy=(1006,813,1227,842)
ad-lead: $300 REWARD FOR GOLD xyxy=(1006,1126,1148,1138)
ad-lead: DOG FOUND ON CAMPUS xyxy=(1006,1089,1150,1102)
ad-lead: ON BEHALF OF THE xyxy=(1236,1111,1364,1124)
ad-text: 1 1/2 bath, cable and water included. Wilson Acres Apartments. Rent by 5/1/98. Call 754-8315 and ask for Dawn Bivens. xyxy=(83,1308,305,1364)
